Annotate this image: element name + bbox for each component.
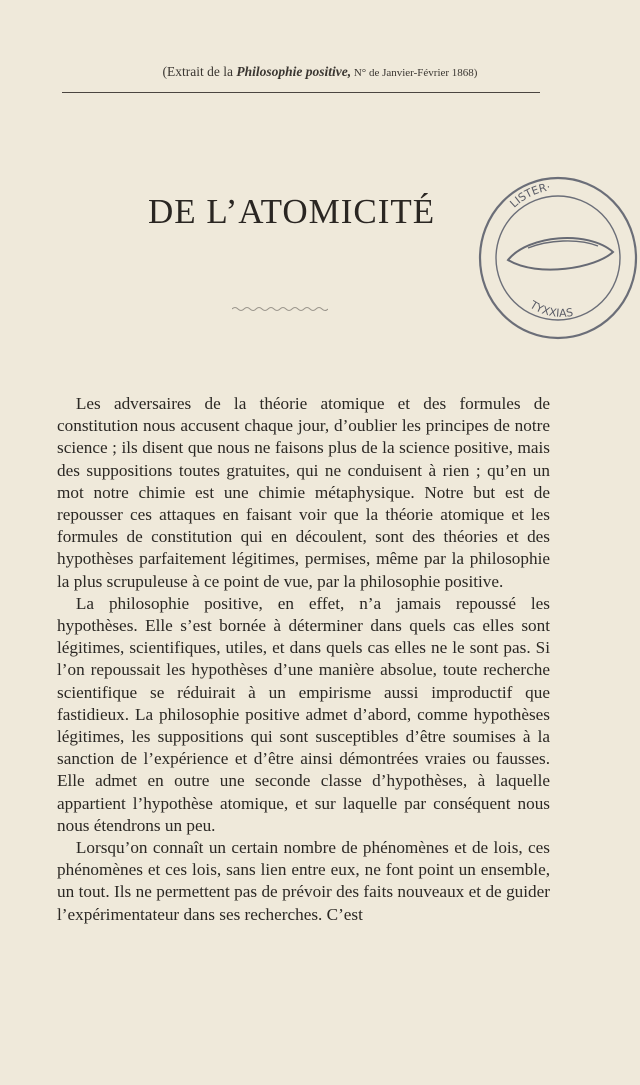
stamp-bottom-text: TYXXIAS (527, 298, 575, 320)
stamp-top-text: LISTER· (507, 180, 552, 211)
paragraph: La philosophie positive, en effet, n’a jamais repoussé les hypothèses. Elle s’est bornée à déterminer dans quels cas elles sont légitimes, scientifiques, utiles, et dans quels cas elles ne le sont pas. Si l’on repoussait les hypothèses d’une manière absolue, toute recherche scientifique se réduirait à un empirisme aussi improductif que fastidieux. La philosophie positive admet d’abord, comme hypothèses légitimes, les suppositions qui sont susceptibles d’être soumises à la sanction de l’expérience et d’être ainsi démontrées vraies ou fausses. Elle admet en outre une seconde classe d’hypothèses, à laquelle appartient l’hypothèse atomique, et sur laquelle par conséquent nous nous étendrons un peu. (57, 593, 550, 835)
article-body (57, 393, 550, 926)
header-open: (Extrait de la (162, 64, 237, 79)
source-header (0, 64, 640, 80)
header-rule (62, 92, 540, 93)
header-issue: N° de Janvier-Février 1868) (351, 67, 478, 79)
paragraph: Les adversaires de la théorie atomique et des formules de constitution nous accusent chaque jour, d’oublier les principes de notre science ; ils disent que nous ne faisons plus de la science positive, mais des suppositions toutes gratuites, qui ne conduisent à rien ; qu’en un mot notre chimie est une chimie métaphysique. Notre but est de repousser ces attaques en faisant voir que la théorie atomique et les formules de constitution qui en découlent, sont des théories et des hypothèses parfaitement légitimes, permises, même par la philosophie la plus scrupuleuse à ce point de vue, par la philosophie positive. (57, 394, 550, 591)
header-journal: Philosophie positive, (236, 64, 352, 79)
title-ornament (232, 305, 328, 313)
paragraph: Lorsqu’on connaît un certain nombre de phénomènes et de lois, ces phénomènes et ces lois, sans lien entre eux, ne font point un ensemble, un tout. Ils ne permettent pas de prévoir des faits nouveaux et de guider l’expérimentateur dans ses recherches. C’est (57, 838, 550, 924)
library-stamp (468, 160, 640, 350)
page-title: DE L’ATOMICITÉ (148, 192, 436, 231)
